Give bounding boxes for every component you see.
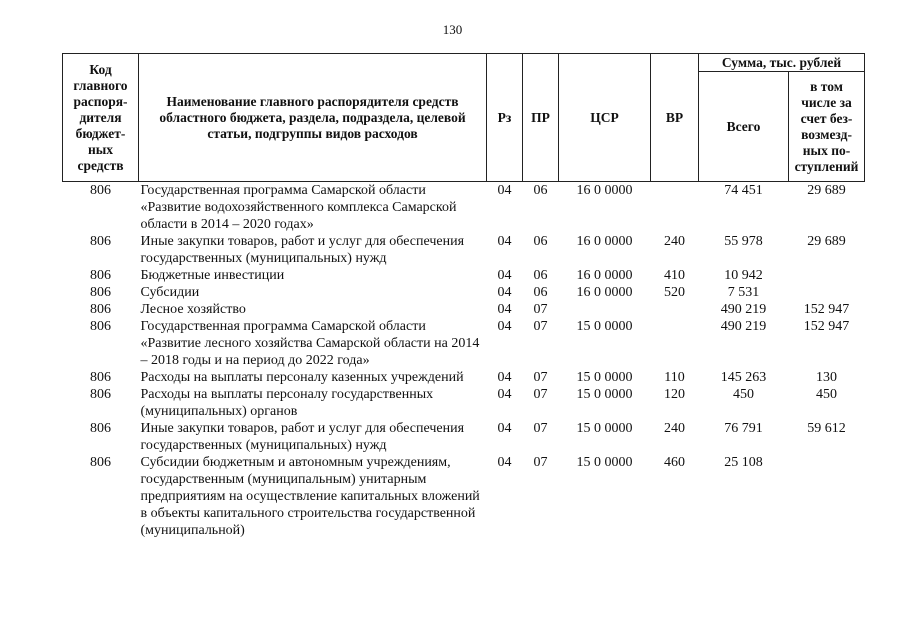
cell-vr (651, 182, 699, 234)
table-row (63, 454, 865, 539)
cell-code: 806 (90, 234, 111, 249)
cell-csr: 16 0 0000 (576, 268, 633, 283)
cell-csr: 15 0 0000 (576, 455, 633, 470)
cell-name: Лесное хозяйство (140, 302, 246, 317)
header-sum: Сумма, тыс. рублей (699, 54, 865, 72)
cell-rz: 04 (497, 285, 512, 300)
cell-vr: 240 (664, 234, 685, 249)
cell-incl (789, 454, 865, 539)
cell-incl (789, 267, 865, 284)
cell-total: 490 219 (720, 302, 767, 317)
cell-code: 806 (90, 302, 111, 317)
cell-code: 806 (90, 285, 111, 300)
cell-vr: 410 (664, 268, 685, 283)
cell-pr: 07 (533, 370, 548, 385)
header-total: Всего (699, 72, 789, 182)
cell-incl: 29 689 (807, 183, 846, 198)
cell-name: Государственная программа Самарской области «Развитие водохозяйственного комплекса Самарской области в 2014 – 2020 годах» (140, 183, 457, 232)
cell-csr (559, 301, 651, 318)
cell-rz: 04 (497, 387, 512, 402)
cell-pr: 07 (533, 319, 548, 334)
cell-rz: 04 (497, 183, 512, 198)
cell-csr: 16 0 0000 (576, 183, 633, 198)
cell-incl (789, 284, 865, 301)
cell-incl: 130 (816, 370, 837, 385)
cell-rz: 04 (497, 234, 512, 249)
cell-incl: 152 947 (803, 302, 850, 317)
cell-name: Бюджетные инвестиции (140, 268, 285, 283)
cell-name: Расходы на выплаты персоналу государственных (муниципальных) органов (140, 387, 434, 419)
budget-table (62, 53, 865, 539)
cell-code: 806 (90, 387, 111, 402)
table-row (63, 233, 865, 267)
cell-pr: 07 (533, 455, 548, 470)
cell-total: 145 263 (720, 370, 767, 385)
cell-csr: 15 0 0000 (576, 319, 633, 334)
table-row (63, 386, 865, 420)
header-rz: Рз (487, 54, 523, 182)
cell-vr: 460 (664, 455, 685, 470)
cell-pr: 07 (533, 421, 548, 436)
cell-total: 7 531 (727, 285, 760, 300)
cell-name: Субсидии (140, 285, 200, 300)
cell-csr: 15 0 0000 (576, 421, 633, 436)
cell-total: 10 942 (724, 268, 763, 283)
cell-name: Иные закупки товаров, работ и услуг для обеспечения государственных (муниципальных) нужд (140, 421, 465, 453)
cell-rz: 04 (497, 268, 512, 283)
cell-csr: 15 0 0000 (576, 387, 633, 402)
cell-pr: 07 (533, 302, 548, 317)
cell-code: 806 (90, 183, 111, 198)
cell-vr (651, 301, 699, 318)
cell-code: 806 (90, 370, 111, 385)
cell-pr: 06 (533, 183, 548, 198)
cell-code: 806 (90, 455, 111, 470)
cell-code: 806 (90, 319, 111, 334)
header-incl: в том числе за счет без-возмезд-ных по-ступлений (789, 72, 865, 182)
cell-name: Субсидии бюджетным и автономным учреждениям, государственным (муниципальным) унитарным предприятиям на осуществление капитальных вложений в объекты капитального строительства государственной (муниципальной) (140, 455, 480, 538)
table-row (63, 301, 865, 318)
cell-pr: 06 (533, 234, 548, 249)
cell-incl: 29 689 (807, 234, 846, 249)
cell-pr: 06 (533, 268, 548, 283)
cell-rz: 04 (497, 319, 512, 334)
cell-vr: 120 (664, 387, 685, 402)
cell-total: 55 978 (724, 234, 763, 249)
cell-vr: 240 (664, 421, 685, 436)
page-number: 130 (442, 22, 463, 37)
cell-total: 76 791 (724, 421, 763, 436)
cell-incl: 152 947 (803, 319, 850, 334)
cell-name: Расходы на выплаты персоналу казенных учреждений (140, 370, 464, 385)
cell-csr: 16 0 0000 (576, 285, 633, 300)
cell-name: Государственная программа Самарской области «Развитие лесного хозяйства Самарской области на 2014 – 2018 годы и на период до 2022 года» (140, 319, 480, 368)
cell-pr: 06 (533, 285, 548, 300)
cell-total: 74 451 (724, 183, 763, 198)
cell-csr: 15 0 0000 (576, 370, 633, 385)
cell-total: 490 219 (720, 319, 767, 334)
cell-incl: 59 612 (807, 421, 846, 436)
header-pr: ПР (523, 54, 559, 182)
cell-rz: 04 (497, 421, 512, 436)
cell-rz: 04 (497, 455, 512, 470)
table-row (63, 182, 865, 234)
table-row (63, 267, 865, 284)
table-row (63, 369, 865, 386)
cell-code: 806 (90, 268, 111, 283)
table-header (63, 54, 865, 182)
table-body (63, 182, 865, 540)
table-row (63, 318, 865, 369)
cell-code: 806 (90, 421, 111, 436)
header-vr: ВР (651, 54, 699, 182)
cell-vr: 110 (664, 370, 685, 385)
cell-rz: 04 (497, 370, 512, 385)
header-csr: ЦСР (559, 54, 651, 182)
cell-incl: 450 (816, 387, 837, 402)
table-row (63, 284, 865, 301)
table-row (63, 420, 865, 454)
header-name: Наименование главного распорядителя средств областного бюджета, раздела, подраздела, целевой статьи, подгруппы видов расходов (139, 54, 487, 182)
header-code: Код главного распоря-дителя бюджет-ных средств (63, 54, 139, 182)
cell-pr: 07 (533, 387, 548, 402)
cell-name: Иные закупки товаров, работ и услуг для обеспечения государственных (муниципальных) нужд (140, 234, 465, 266)
cell-vr: 520 (664, 285, 685, 300)
cell-rz: 04 (497, 302, 512, 317)
cell-total: 25 108 (724, 455, 763, 470)
cell-vr (651, 318, 699, 369)
cell-csr: 16 0 0000 (576, 234, 633, 249)
cell-total: 450 (733, 387, 754, 402)
